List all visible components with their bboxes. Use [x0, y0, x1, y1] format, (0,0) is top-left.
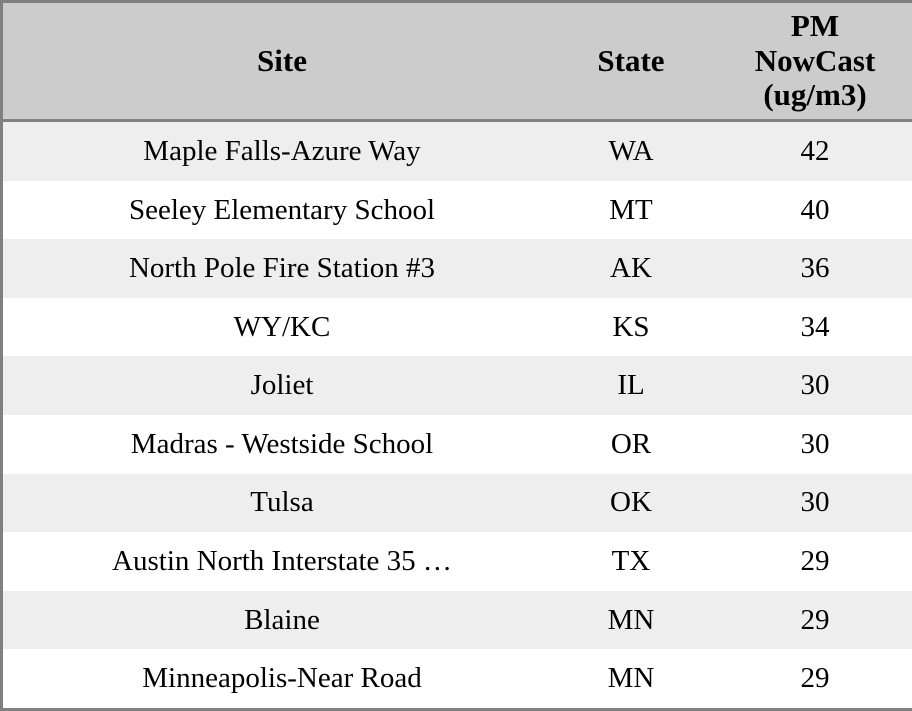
- column-header-pm-nowcast-line-3: (ug/m3): [763, 77, 867, 113]
- cell-site: Madras - Westside School: [3, 415, 561, 474]
- table-row: [3, 298, 912, 357]
- table-row: [3, 121, 912, 181]
- cell-state: OK: [561, 474, 701, 533]
- cell-state: MN: [561, 649, 701, 708]
- cell-state: OR: [561, 415, 701, 474]
- table-row: [3, 181, 912, 240]
- cell-value: 29: [701, 649, 912, 708]
- cell-value: 30: [701, 474, 912, 533]
- cell-value: 29: [701, 532, 912, 591]
- cell-state: MT: [561, 181, 701, 240]
- cell-state: IL: [561, 356, 701, 415]
- cell-state: AK: [561, 239, 701, 298]
- cell-site: Blaine: [3, 591, 561, 650]
- column-header-pm-nowcast-line-2: NowCast: [754, 42, 876, 78]
- table-header-row: [3, 3, 912, 121]
- column-header-pm-nowcast-line-1: PM: [790, 8, 840, 43]
- table-header: [3, 3, 912, 121]
- cell-site: Minneapolis-Near Road: [3, 649, 561, 708]
- pm-nowcast-table: [3, 3, 912, 708]
- cell-value: 30: [701, 415, 912, 474]
- table-body: [3, 121, 912, 708]
- cell-site: North Pole Fire Station #3: [3, 239, 561, 298]
- table-row: [3, 239, 912, 298]
- cell-state: TX: [561, 532, 701, 591]
- cell-site: WY/KC: [3, 298, 561, 357]
- table-row: [3, 649, 912, 708]
- cell-value: 40: [701, 181, 912, 240]
- cell-value: 42: [701, 121, 912, 181]
- column-header-state-line-1: State: [597, 42, 665, 78]
- table-row: [3, 532, 912, 591]
- cell-state: MN: [561, 591, 701, 650]
- cell-site: Maple Falls-Azure Way: [3, 121, 561, 181]
- table-row: [3, 474, 912, 533]
- cell-value: 29: [701, 591, 912, 650]
- cell-value: 30: [701, 356, 912, 415]
- table-row: [3, 591, 912, 650]
- column-header-state: [561, 3, 701, 121]
- cell-state: WA: [561, 121, 701, 181]
- cell-site: Austin North Interstate 35 …: [3, 532, 561, 591]
- cell-state: KS: [561, 298, 701, 357]
- cell-site: Joliet: [3, 356, 561, 415]
- cell-site: Tulsa: [3, 474, 561, 533]
- column-header-pm-nowcast: [701, 3, 912, 121]
- table-row: [3, 415, 912, 474]
- column-header-site-line-1: Site: [257, 42, 307, 78]
- column-header-site: [3, 3, 561, 121]
- cell-value: 36: [701, 239, 912, 298]
- table-row: [3, 356, 912, 415]
- cell-value: 34: [701, 298, 912, 357]
- cell-site: Seeley Elementary School: [3, 181, 561, 240]
